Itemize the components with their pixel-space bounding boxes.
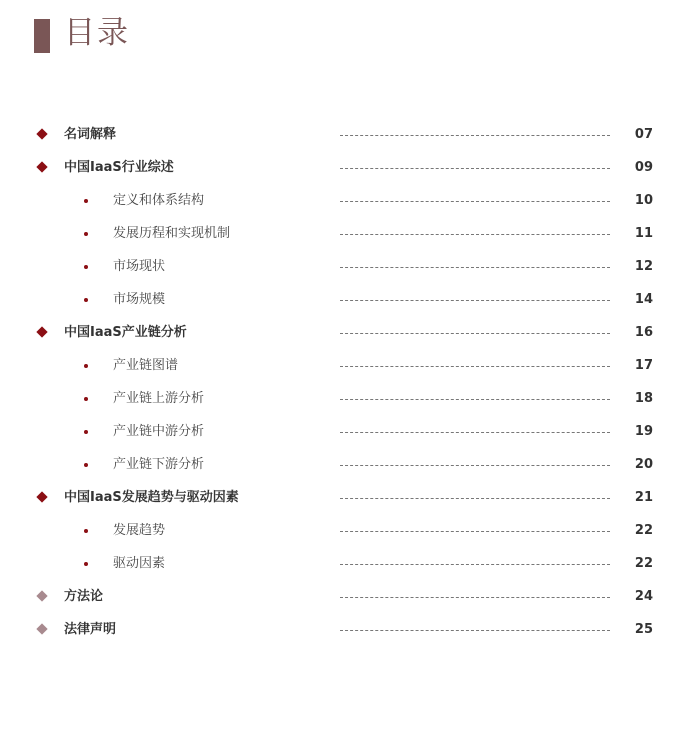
dot-bullet-icon [84,298,88,302]
toc-entry-label: 市场现状 [113,259,166,274]
toc-entry-page-number: 20 [634,457,653,472]
toc-entry[interactable] [0,514,682,547]
dot-bullet-icon [84,562,88,566]
dotted-leader [340,267,610,268]
toc-entry[interactable] [0,151,682,184]
toc-entry-page-number: 19 [634,424,653,439]
toc-entry-page-number: 09 [634,160,653,175]
toc-entry[interactable] [0,283,682,316]
toc-entry-label: 定义和体系结构 [113,193,205,208]
toc-entry[interactable] [0,349,682,382]
toc-entry-page-number: 21 [634,490,653,505]
dot-bullet-icon [84,463,88,467]
dot-bullet-icon [84,364,88,368]
dot-bullet-icon [84,232,88,236]
dotted-leader [340,432,610,433]
dot-bullet-icon [84,529,88,533]
toc-entry-label: 产业链上游分析 [113,391,205,406]
toc-entry[interactable] [0,184,682,217]
toc-entry[interactable] [0,250,682,283]
toc-entry-label: 发展历程和实现机制 [113,226,231,241]
toc-entry-page-number: 17 [634,358,653,373]
title-accent-bar [34,19,50,53]
toc-entry-page-number: 22 [634,523,653,538]
diamond-bullet-icon [36,590,47,601]
toc-entry-page-number: 16 [634,325,653,340]
toc-entry-label: 中国IaaS产业链分析 [64,325,187,340]
toc-entry-page-number: 25 [634,622,653,637]
dotted-leader [340,201,610,202]
toc-entry-label: 方法论 [64,589,104,604]
dotted-leader [340,135,610,136]
toc-entry-label: 中国IaaS发展趋势与驱动因素 [64,490,239,505]
toc-entry[interactable] [0,448,682,481]
dotted-leader [340,597,610,598]
toc-entry-label: 发展趋势 [113,523,166,538]
table-of-contents [0,118,682,646]
dotted-leader [340,366,610,367]
toc-entry-label: 中国IaaS行业综述 [64,160,174,175]
diamond-bullet-icon [36,326,47,337]
toc-entry-label: 市场规模 [113,292,166,307]
toc-entry[interactable] [0,415,682,448]
dot-bullet-icon [84,430,88,434]
toc-entry-page-number: 14 [634,292,653,307]
page-title: 目录 [64,15,130,51]
toc-entry[interactable] [0,118,682,151]
dotted-leader [340,531,610,532]
dotted-leader [340,300,610,301]
toc-entry[interactable] [0,316,682,349]
dotted-leader [340,498,610,499]
toc-entry[interactable] [0,580,682,613]
toc-entry-page-number: 22 [634,556,653,571]
toc-entry-page-number: 12 [634,259,653,274]
dotted-leader [340,465,610,466]
toc-entry-label: 产业链下游分析 [113,457,205,472]
diamond-bullet-icon [36,128,47,139]
dot-bullet-icon [84,199,88,203]
toc-entry-label: 名词解释 [64,127,117,142]
diamond-bullet-icon [36,491,47,502]
dotted-leader [340,333,610,334]
toc-entry-label: 产业链图谱 [113,358,179,373]
toc-entry[interactable] [0,481,682,514]
dotted-leader [340,564,610,565]
dotted-leader [340,168,610,169]
dotted-leader [340,234,610,235]
toc-entry[interactable] [0,613,682,646]
dot-bullet-icon [84,265,88,269]
toc-entry-page-number: 10 [634,193,653,208]
toc-entry-page-number: 18 [634,391,653,406]
toc-entry[interactable] [0,547,682,580]
toc-entry-page-number: 07 [634,127,653,142]
toc-entry-label: 产业链中游分析 [113,424,205,439]
toc-entry-page-number: 24 [634,589,653,604]
toc-entry[interactable] [0,382,682,415]
dot-bullet-icon [84,397,88,401]
dotted-leader [340,399,610,400]
toc-entry-label: 法律声明 [64,622,117,637]
toc-entry-page-number: 11 [634,226,653,241]
toc-entry[interactable] [0,217,682,250]
diamond-bullet-icon [36,161,47,172]
toc-entry-label: 驱动因素 [113,556,166,571]
diamond-bullet-icon [36,623,47,634]
dotted-leader [340,630,610,631]
